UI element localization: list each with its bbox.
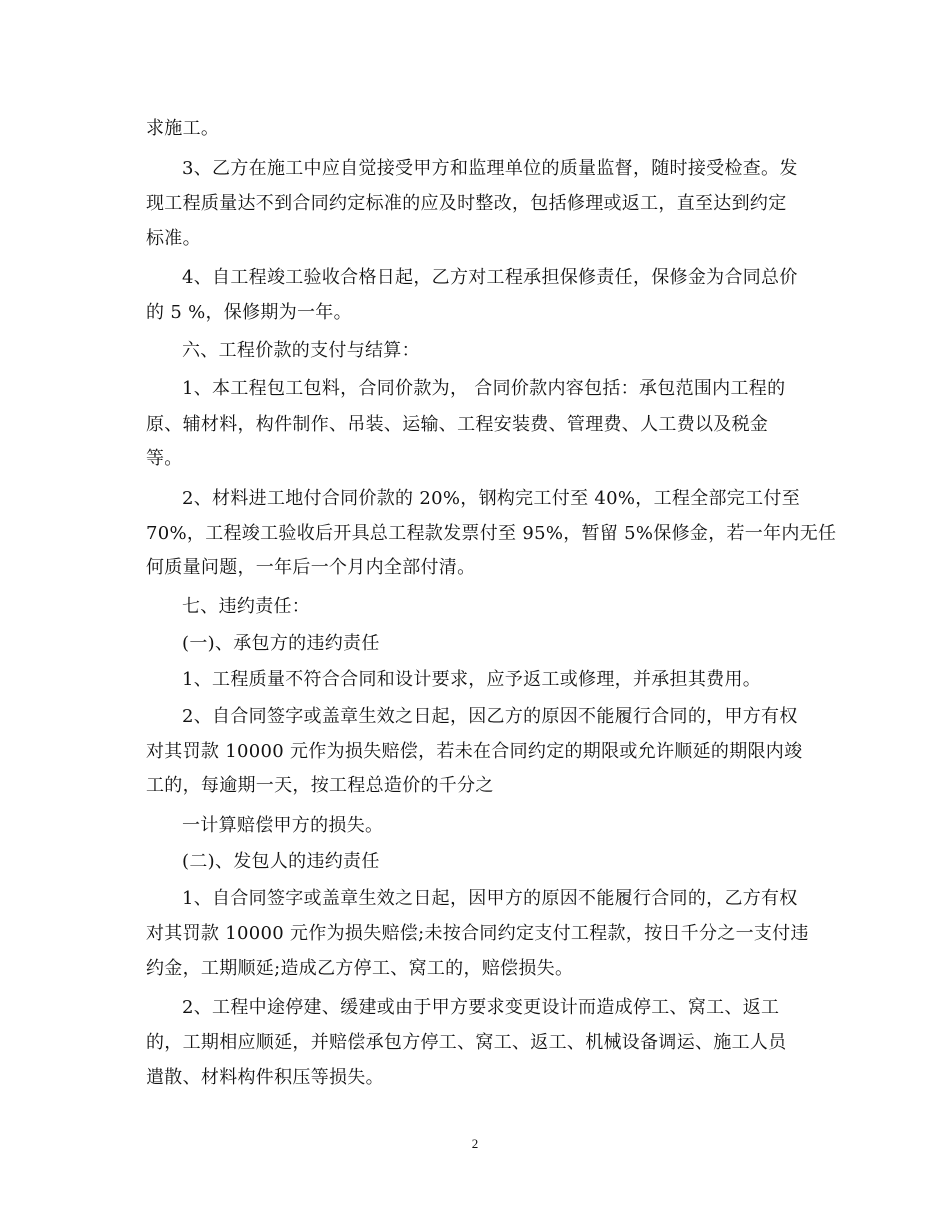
text-line: 标准。 [146,228,201,249]
text-line: 2、材料进工地付合同价款的 20%，钢构完工付至 40%，工程全部完工付至 [182,488,801,509]
text-line: 2、自合同签字或盖章生效之日起，因乙方的原因不能履行合同的，甲方有权 [182,706,798,727]
section-heading: 七、违约责任： [182,596,311,617]
text-line: 对其罚款 10000 元作为损失赔偿，若未在合同约定的期限或允许顺延的期限内竣 [146,741,803,762]
text-line: 现工程质量达不到合同约定标准的应及时整改，包括修理或返工，直至达到约定 [146,193,787,214]
text-line: 何质量问题，一年后一个月内全部付清。 [146,557,476,578]
text-line: 求施工。 [146,118,220,139]
text-line: 原、辅材料，构件制作、吊装、运输、工程安装费、管理费、人工费以及税金 [146,414,769,435]
text-line: 约金，工期顺延;造成乙方停工、窝工的，赔偿损失。 [146,958,574,979]
subsection-heading: (一)、承包方的违约责任 [182,633,380,654]
text-line: 一计算赔偿甲方的损失。 [182,815,384,836]
text-line: 遣散、材料构件积压等损失。 [146,1067,384,1088]
text-line: 的 5 %，保修期为一年。 [146,302,352,323]
text-line: 工的，每逾期一天，按工程总造价的千分之 [146,775,494,796]
section-heading: 六、工程价款的支付与结算： [182,340,420,361]
text-line: 70%，工程竣工验收后开具总工程款发票付至 95%，暂留 5%保修金，若一年内无任 [146,523,837,544]
text-line: 1、自合同签字或盖章生效之日起，因甲方的原因不能履行合同的，乙方有权 [182,888,798,909]
text-line: 3、乙方在施工中应自觉接受甲方和监理单位的质量监督，随时接受检查。发 [182,158,798,179]
text-line: 等。 [146,448,183,469]
page-number: 2 [471,1136,479,1151]
text-line: 1、工程质量不符合合同和设计要求，应予返工或修理，并承担其费用。 [182,669,762,690]
text-line: 对其罚款 10000 元作为损失赔偿;未按合同约定支付工程款，按日千分之一支付违 [146,923,809,944]
subsection-heading: (二)、发包人的违约责任 [182,851,380,872]
text-line: 4、自工程竣工验收合格日起，乙方对工程承担保修责任，保修金为合同总价 [182,267,798,288]
text-line: 1、本工程包工包料，合同价款为， 合同价款内容包括：承包范围内工程的 [182,378,786,399]
text-line: 的，工期相应顺延，并赔偿承包方停工、窝工、返工、机械设备调运、施工人员 [146,1032,787,1053]
text-line: 2、工程中途停建、缓建或由于甲方要求变更设计而造成停工、窝工、返工 [182,997,780,1018]
